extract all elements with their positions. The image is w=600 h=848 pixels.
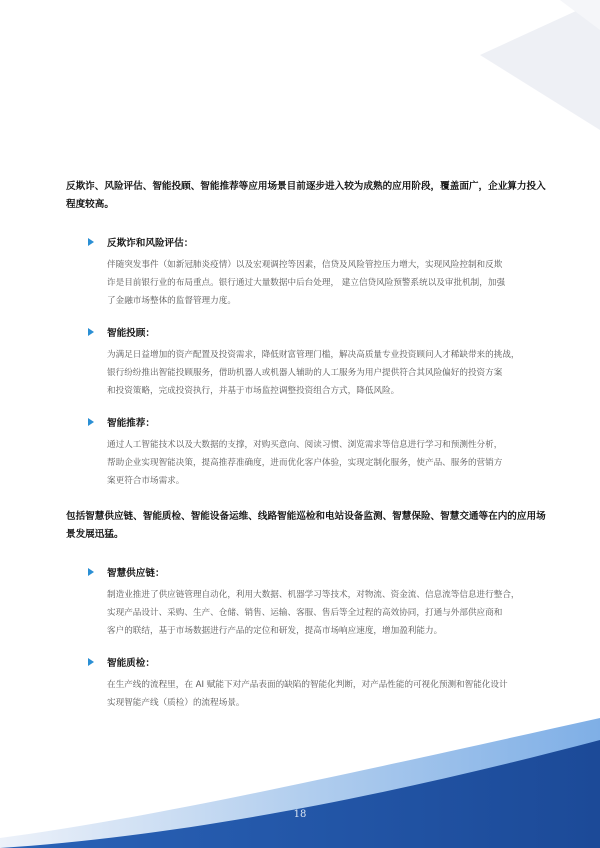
body-line: 实现产品设计、采购、生产、仓储、销售、运输、客服、售后等全过程的高效协同，打通与外部供应商和 (107, 608, 503, 618)
body-line: 通过人工智能技术以及大数据的支撑，对购买意向、阅读习惯、浏览需求等信息进行学习和预测性分析， (107, 440, 503, 450)
triangle-bullet-icon (88, 418, 94, 426)
body-line: 银行纷纷推出智能投顾服务，借助机器人或机器人辅助的人工服务为用户提供符合其风险偏好的投资方案 (107, 368, 503, 378)
section-body (107, 346, 546, 400)
section-anti-fraud (88, 234, 546, 310)
triangle-bullet-icon (88, 568, 94, 576)
body-line: 诈是目前银行业的布局重点。银行通过大量数据中后台处理， 建立信贷风险预警系统以及审批机制，加强 (107, 278, 506, 288)
sections-group-1 (66, 234, 546, 490)
section-body (107, 256, 546, 310)
body-line: 伴随突发事件（如新冠肺炎疫情）以及宏观调控等因素，信贷及风险管控压力增大，实现风险控制和反欺 (107, 260, 503, 270)
lead-paragraph-2: 包括智慧供应链、智能质检、智能设备运维、线路智能巡检和电站设备监测、智慧保险、智慧交通等在内的应用场景发展迅猛。 (66, 511, 546, 540)
section-body (107, 436, 546, 490)
section-title: 反欺诈和风险评估： (107, 238, 194, 249)
body-line: 和投资策略，完成投资执行，并基于市场监控调整投资组合方式，降低风险。 (107, 386, 400, 396)
section-smart-quality-inspection (88, 654, 546, 712)
section-title: 智慧供应链： (107, 568, 165, 579)
triangle-bullet-icon (88, 238, 94, 246)
body-line: 在生产线的流程里，在 AI 赋能下对产品表面的缺陷的智能化判断，对产品性能的可视化预测和智能化设计 (107, 680, 508, 690)
body-line: 了金融市场整体的监督管理力度。 (107, 296, 236, 306)
body-line: 为满足日益增加的资产配置及投资需求，降低财富管理门槛，解决高质量专业投资顾问人才稀缺带来的挑战， (107, 350, 520, 360)
section-robo-advisor (88, 324, 546, 400)
corner-decoration (0, 0, 600, 160)
section-title: 智能质检： (107, 658, 155, 669)
page-number: 18 (293, 809, 307, 820)
section-smart-supply-chain (88, 564, 546, 640)
section-body (107, 586, 546, 640)
triangle-bullet-icon (88, 658, 94, 666)
section-smart-recommendation (88, 414, 546, 490)
lead-paragraph-1: 反欺诈、风险评估、智能投顾、智能推荐等应用场景目前逐步进入较为成熟的应用阶段，覆盖面广，企业算力投入程度较高。 (66, 181, 546, 210)
body-line: 实现智能产线（质检）的流程场景。 (107, 698, 245, 708)
section-title: 智能投顾： (107, 328, 155, 339)
body-line: 制造业推进了供应链管理自动化，利用大数据、机器学习等技术，对物流、资金流、信息流等信息进行整合， (107, 590, 520, 600)
body-line: 案更符合市场需求。 (107, 476, 185, 486)
body-line: 客户的联结，基于市场数据进行产品的定位和研发，提高市场响应速度，增加盈利能力。 (107, 626, 443, 636)
body-line: 帮助企业实现智能决策，提高推荐准确度，进而优化客户体验，实现定制化服务，使产品、服务的营销方 (107, 458, 503, 468)
section-body (107, 676, 546, 712)
page-content (66, 178, 546, 726)
triangle-bullet-icon (88, 328, 94, 336)
sections-group-2 (66, 564, 546, 712)
section-title: 智能推荐： (107, 418, 155, 429)
bottom-wave-decoration (0, 718, 600, 848)
